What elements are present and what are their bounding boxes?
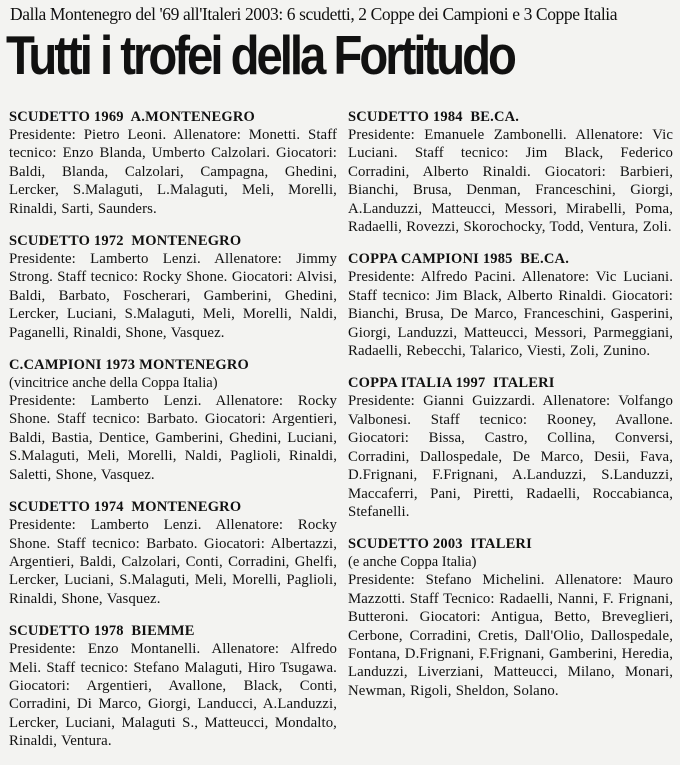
trophy-entry-1984 xyxy=(348,108,673,236)
trophy-entry-1997 xyxy=(348,374,673,521)
entry-note: (e anche Coppa Italia) xyxy=(348,554,477,571)
entry-text: Presidente: Gianni Guizzardi. Allenatore: Volfango Valbonesi. Staff tecnico: Rooney, Avallone. Giocatori: Bissa, Castro, Collina, Conversi, Corradini, Dallospedale, De Marco, Desii, Fava, D.Frignani, F.Frignani, A.Landuzzi, S.Landuzzi, Maccaferri, Pani, Piretti, Radaelli, Roccabianca, Stefanelli. xyxy=(348,393,673,520)
entry-text: Presidente: Lamberto Lenzi. Allenatore: Jimmy Strong. Staff tecnico: Rocky Shone. Giocatori: Alvisi, Baldi, Barbato, Foscherari, Gamberini, Ghedini, Lercker, Luciani, S.Malaguti, Meli, Morelli, Naldi, Paganelli, Rinaldi, Shone, Vasquez. xyxy=(9,251,337,341)
entry-title: SCUDETTO 2003 ITALERI xyxy=(348,536,532,553)
entry-title: SCUDETTO 1978 BIEMME xyxy=(9,623,195,640)
trophy-entry-1974 xyxy=(9,498,337,608)
entry-text: Presidente: Alfredo Pacini. Allenatore: Vic Luciani. Staff tecnico: Jim Black, Alberto Rinaldi. Giocatori: Bianchi, Brusa, De Marco, Franceschini, Gasperini, Giorgi, Landuzzi, Matteucci, Messori, Parmeggiani, Radaelli, Rebecchi, Talarico, Viesti, Zoli, Zunino. xyxy=(348,269,673,360)
trophy-entry-1972 xyxy=(9,232,337,342)
trophy-entry-1973 xyxy=(9,356,337,484)
entry-note: (vincitrice anche della Coppa Italia) xyxy=(9,375,218,392)
entry-title: COPPA CAMPIONI 1985 BE.CA. xyxy=(348,251,570,268)
entry-title: SCUDETTO 1972 MONTENEGRO xyxy=(9,233,242,250)
entry-text: Presidente: Enzo Montanelli. Allenatore: Alfredo Meli. Staff tecnico: Stefano Malaguti, Hiro Tsugawa. Giocatori: Argentieri, Avallone, Black, Conti, Corradini, Di Marco, Giorgi, Landucci, A.Landuzzi, Lercker, Luciani, Malaguti S., Matteucci, Mondalto, Rinaldi, Ventura. xyxy=(9,641,337,750)
trophy-entry-1978 xyxy=(9,622,337,750)
entry-text: Presidente: Pietro Leoni. Allenatore: Monetti. Staff tecnico: Enzo Blanda, Umberto Calzolari. Giocatori: Baldi, Blanda, Calzolari, Campagna, Ghedini, Lercker, S.Malaguti, L.Malaguti, Meli, Morelli, Rinaldi, Sarti, Saunders. xyxy=(9,127,337,217)
entry-text: Presidente: Stefano Michelini. Allenatore: Mauro Mazzotti. Staff Tecnico: Radaelli, Nanni, F. Frignani, Butteroni. Giocatori: Antigua, Betto, Breveglieri, Cerbone, Corradini, Cretis, Dall'Olio, Dallospedale, Fontana, D.Frignani, F.Frignani, Gamberini, Heredia, Landuzzi, Liverziani, Matteucci, Milano, Monari, Newman, Rigoli, Sheldon, Solano. xyxy=(348,572,673,699)
entry-title: SCUDETTO 1984 BE.CA. xyxy=(348,109,520,125)
entry-title: COPPA ITALIA 1997 ITALERI xyxy=(348,375,555,392)
entry-title: SCUDETTO 1974 MONTENEGRO xyxy=(9,499,242,516)
entry-title: C.CAMPIONI 1973 MONTENEGRO xyxy=(9,357,250,374)
right-column xyxy=(348,108,673,714)
entry-title: SCUDETTO 1969 A.MONTENEGRO xyxy=(9,109,256,125)
trophy-entry-1985 xyxy=(348,250,673,360)
trophy-entry-1969 xyxy=(9,108,337,218)
trophy-entry-2003 xyxy=(348,535,673,700)
article-kicker: Dalla Montenegro del '69 all'Italeri 2003: 6 scudetti, 2 Coppe dei Campioni e 3 Coppe Italia xyxy=(10,4,618,24)
entry-text: Presidente: Lamberto Lenzi. Allenatore: Rocky Shone. Staff tecnico: Barbato. Giocatori: Argentieri, Baldi, Bastia, Dentice, Gamberini, Ghedini, Luciani, S.Malaguti, Meli, Morelli, Naldi, Paglioli, Rinaldi, Saletti, Shone, Vasquez. xyxy=(9,393,337,483)
article-headline: Tutti i trofei della Fortitudo xyxy=(6,24,514,86)
entry-text: Presidente: Lamberto Lenzi. Allenatore: Rocky Shone. Staff tecnico: Barbato. Giocatori: Albertazzi, Argentieri, Baldi, Calzolari, Conti, Corradini, Ghelfi, Lercker, Luciani, S.Malaguti, Meli, Morelli, Paglioli, Rinaldi, Shone, Vasquez. xyxy=(9,517,337,607)
entry-text: Presidente: Emanuele Zambonelli. Allenatore: Vic Luciani. Staff tecnico: Jim Black, Federico Corradini, Alberto Rinaldi. Giocatori: Barbieri, Bianchi, Brusa, Denman, Franceschini, Giorgi, A.Landuzzi, Matteucci, Messori, Mirabelli, Poma, Radaelli, Rovezzi, Skorochocky, Todd, Ventura, Zoli. xyxy=(348,127,673,236)
left-column xyxy=(9,108,337,765)
